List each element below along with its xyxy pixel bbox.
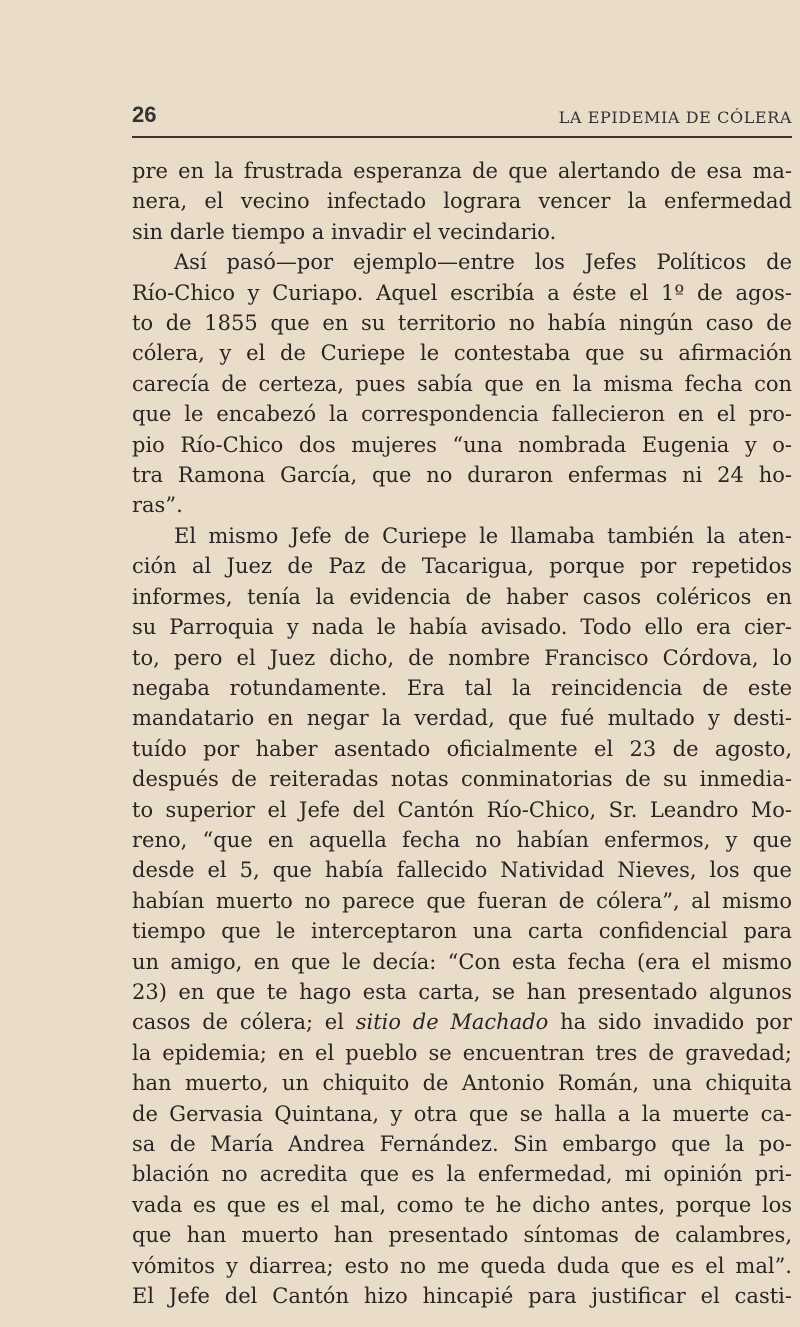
text-line: tuído por haber asentado oficialmente el 23 de agosto, <box>132 736 792 761</box>
text-line: reno, “que en aquella fecha no habían enfermos, y que <box>132 827 792 852</box>
italic-place-name: sitio de Machado <box>355 1010 549 1035</box>
text-segment: casos de cólera; el <box>132 1010 356 1035</box>
text-line: pio Río-Chico dos mujeres “una nombrada Eugenia y o- <box>132 432 792 457</box>
text-line: blación no acredita que es la enfermedad, mi opinión pri- <box>132 1162 792 1187</box>
text-line: to, pero el Juez dicho, de nombre Francisco Córdova, lo <box>132 645 792 670</box>
header-rule <box>132 136 792 138</box>
text-line: ras”. <box>132 493 183 518</box>
text-line: que le encabezó la correspondencia fallecieron en el pro- <box>132 402 792 427</box>
text-line: que han muerto han presentado síntomas de calambres, <box>132 1223 792 1248</box>
text-segment: ha sido invadido por <box>548 1010 792 1035</box>
text-line: tra Ramona García, que no duraron enfermas ni 24 ho- <box>132 463 792 488</box>
text-line: vada es que es el mal, como te he dicho antes, porque los <box>132 1192 792 1217</box>
body-text <box>132 156 792 1311</box>
text-line: nera, el vecino infectado lograra vencer la enfermedad <box>132 189 792 214</box>
text-line: de Gervasia Quintana, y otra que se halla a la muerte ca- <box>132 1101 792 1126</box>
text-line-with-italic <box>132 1007 792 1037</box>
text-line: sa de María Andrea Fernández. Sin embargo que la po- <box>132 1132 792 1156</box>
text-line: pre en la frustrada esperanza de que alertando de esa ma- <box>132 159 792 183</box>
text-line: la epidemia; en el pueblo se encuentran tres de gravedad; <box>132 1040 792 1065</box>
running-title: LA EPIDEMIA DE CÓLERA <box>558 108 792 127</box>
text-line: desde el 5, que había fallecido Natividad Nieves, los que <box>132 858 792 883</box>
page-number: 26 <box>132 102 157 127</box>
text-line: to superior el Jefe del Cantón Río-Chico, Sr. Leandro Mo- <box>132 797 792 822</box>
text-line: su Parroquia y nada le había avisado. Todo ello era cier- <box>132 615 792 640</box>
text-line: Así pasó—por ejemplo—entre los Jefes Políticos de <box>174 250 792 275</box>
text-line: El mismo Jefe de Curiepe le llamaba también la aten- <box>174 523 792 548</box>
text-line: to de 1855 que en su territorio no había ningún caso de <box>132 311 792 336</box>
text-line: han muerto, un chiquito de Antonio Román, una chiquita <box>132 1071 792 1096</box>
text-line: vómitos y diarrea; esto no me queda duda que es el mal”. <box>132 1253 792 1278</box>
text-line: negaba rotundamente. Era tal la reincidencia de este <box>132 675 792 700</box>
text-line: informes, tenía la evidencia de haber casos coléricos en <box>132 584 792 609</box>
page-header <box>132 102 792 138</box>
text-line: ción al Juez de Paz de Tacarigua, porque por repetidos <box>132 554 792 579</box>
text-line: un amigo, en que le decía: “Con esta fecha (era el mismo <box>132 949 792 974</box>
text-line: tiempo que le interceptaron una carta confidencial para <box>132 919 792 944</box>
text-line: carecía de certeza, pues sabía que en la misma fecha con <box>132 371 792 396</box>
text-line: Río-Chico y Curiapo. Aquel escribía a éste el 1º de agos- <box>132 280 792 305</box>
text-line: sin darle tiempo a invadir el vecindario. <box>132 219 557 244</box>
text-line: El Jefe del Cantón hizo hincapié para justificar el casti- <box>132 1284 792 1309</box>
text-line: 23) en que te hago esta carta, se han presentado algunos <box>132 979 792 1004</box>
text-line: mandatario en negar la verdad, que fué multado y desti- <box>132 706 792 731</box>
text-line: después de reiteradas notas conminatorias de su inmedia- <box>132 767 792 792</box>
text-line: habían muerto no parece que fueran de cólera”, al mismo <box>132 888 792 913</box>
text-line: cólera, y el de Curiepe le contestaba que su afirmación <box>132 341 792 366</box>
